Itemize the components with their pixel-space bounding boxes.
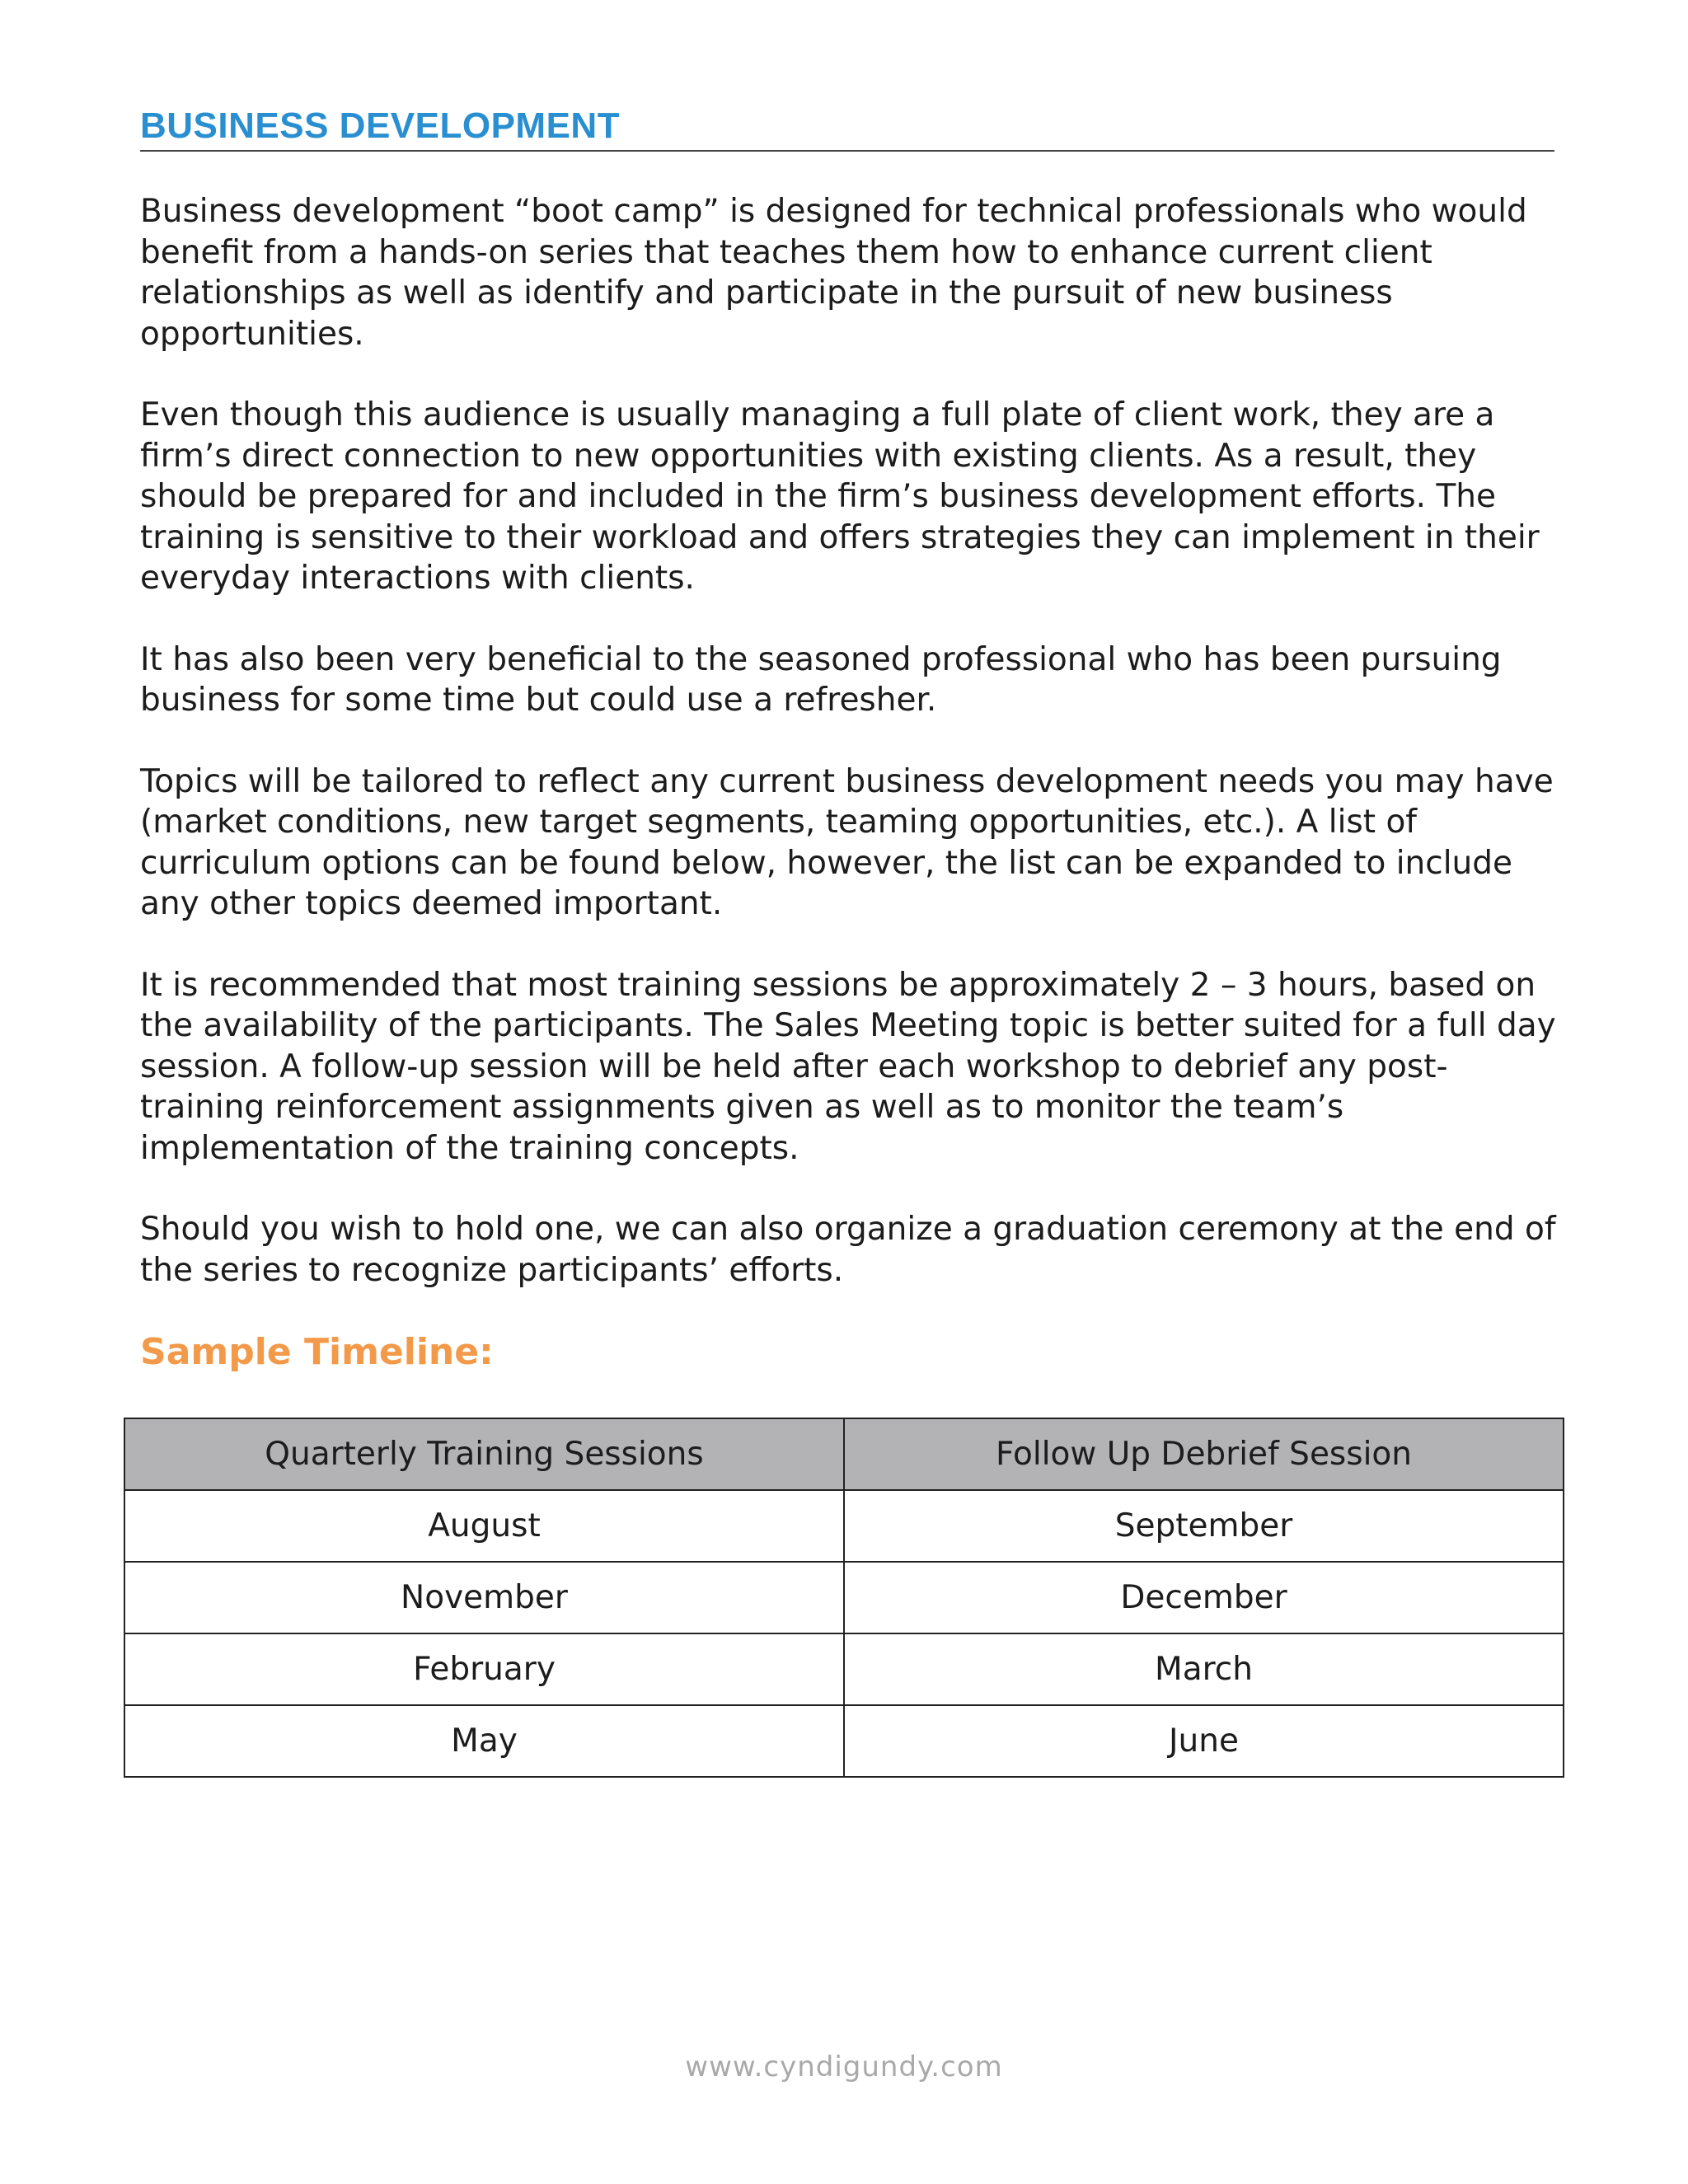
- table-cell: February: [124, 1633, 844, 1705]
- paragraph: It is recommended that most training sessions be approximately 2 – 3 hours, based on the availability of the participants. The Sales Meeting topic is better suited for a full day session. A follow-up session will be held after each workshop to debrief any post-training reinforcement assignments given as well as to monitor the team’s implementation of the training concepts.: [140, 966, 1556, 1167]
- table-cell: November: [124, 1562, 844, 1633]
- table-cell: March: [844, 1633, 1564, 1705]
- timeline-title: Sample Timeline:: [140, 1331, 494, 1373]
- table-row: [124, 1562, 1564, 1633]
- table-cell: December: [844, 1562, 1564, 1633]
- table-row: [124, 1705, 1564, 1777]
- paragraph: It has also been very beneficial to the seasoned professional who has been pursuing business for some time but could use a refresher.: [140, 640, 1502, 719]
- paragraph: Should you wish to hold one, we can also organize a graduation ceremony at the end of the series to recognize participants’ efforts.: [140, 1211, 1556, 1289]
- table-row: [124, 1633, 1564, 1705]
- table-cell: May: [124, 1705, 844, 1777]
- timeline-table: [124, 1418, 1564, 1778]
- section-heading: BUSINESS DEVELOPMENT: [140, 105, 621, 146]
- footer-url: www.cyndigundy.com: [685, 2050, 1003, 2083]
- column-header: Follow Up Debrief Session: [844, 1418, 1564, 1490]
- paragraph: Topics will be tailored to reflect any current business development needs you may have (market conditions, new target segments, teaming opportunities, etc.). A list of curriculum options can be found below, however, the list can be expanded to include any other topics deemed important.: [140, 762, 1554, 922]
- table-header-row: [124, 1418, 1564, 1490]
- paragraph: Even though this audience is usually managing a full plate of client work, they are a firm’s direct connection to new opportunities with existing clients. As a result, they should be prepared for and included in the firm’s business development efforts. The training is sensitive to their workload and offers strategies they can implement in their everyday interactions with clients.: [140, 396, 1540, 597]
- column-header: Quarterly Training Sessions: [124, 1418, 844, 1490]
- table-row: [124, 1490, 1564, 1562]
- table-cell: August: [124, 1490, 844, 1562]
- heading-divider: [140, 150, 1554, 152]
- paragraph: Business development “boot camp” is designed for technical professionals who would benefit from a hands-on series that teaches them how to enhance current client relationships as well as identify and participate in the pursuit of new business opportunities.: [140, 193, 1527, 353]
- table-cell: September: [844, 1490, 1564, 1562]
- body-text: [140, 191, 1558, 1331]
- table-cell: June: [844, 1705, 1564, 1777]
